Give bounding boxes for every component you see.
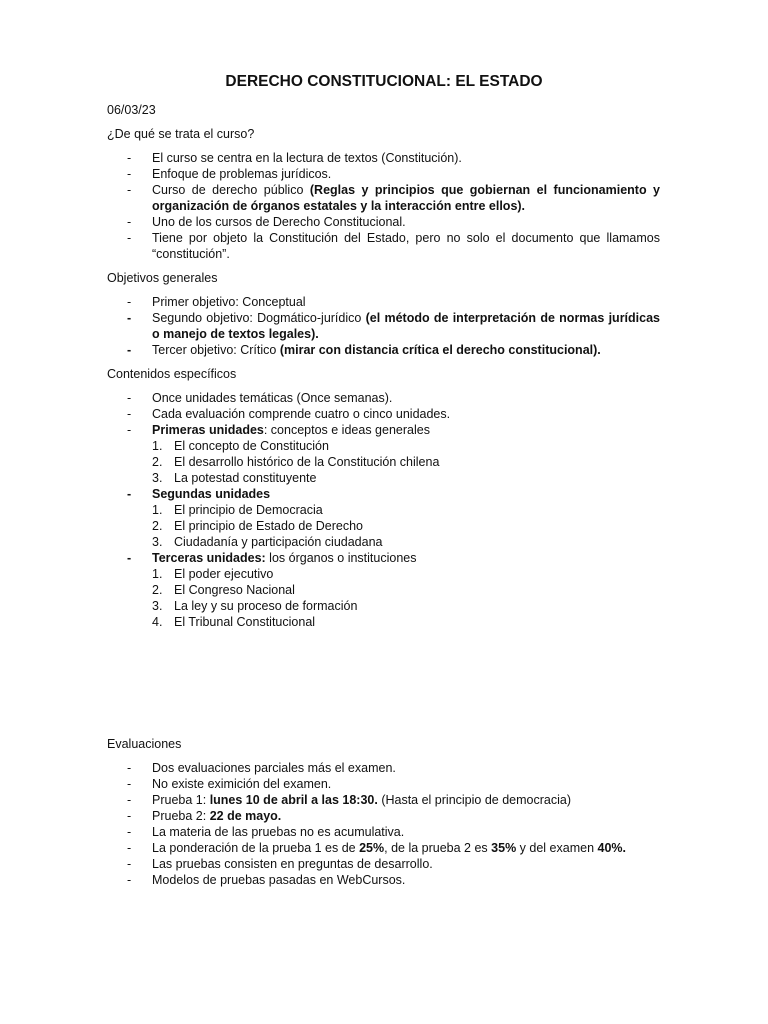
list-item: - Primer objetivo: Conceptual bbox=[127, 295, 306, 309]
section-heading-course: ¿De qué se trata el curso? bbox=[107, 127, 255, 141]
list-item: - El curso se centra en la lectura de textos (Constitución). bbox=[127, 151, 462, 165]
list-item: 2. El desarrollo histórico de la Constitución chilena bbox=[152, 455, 440, 469]
list-item: - Tiene por objeto la Constitución del Estado, pero no solo el documento que llamamos “constitución”. bbox=[127, 231, 660, 261]
unit3-list bbox=[107, 566, 660, 630]
dash-marker: - bbox=[127, 167, 132, 181]
list-item: - Once unidades temáticas (Once semanas). bbox=[127, 391, 393, 405]
list-item: 1. El concepto de Constitución bbox=[152, 439, 329, 453]
list-item: - Dos evaluaciones parciales más el examen. bbox=[127, 761, 396, 775]
list-item: - Terceras unidades: los órganos o instituciones bbox=[127, 551, 417, 565]
dash-marker: - bbox=[127, 407, 132, 421]
section-heading-evaluations: Evaluaciones bbox=[107, 737, 182, 751]
document-date: 06/03/23 bbox=[107, 103, 156, 117]
list-item: - Prueba 2: 22 de mayo. bbox=[127, 809, 282, 823]
list-item: - Segundas unidades bbox=[127, 487, 271, 501]
list-item: - Primeras unidades: conceptos e ideas generales bbox=[127, 423, 430, 437]
list-item: 1. El poder ejecutivo bbox=[152, 567, 274, 581]
objectives-list bbox=[107, 294, 660, 358]
dash-marker: - bbox=[127, 391, 132, 405]
dash-marker: - bbox=[127, 183, 132, 197]
list-item: 2. El principio de Estado de Derecho bbox=[152, 519, 364, 533]
dash-marker: - bbox=[127, 487, 132, 501]
list-item: - Cada evaluación comprende cuatro o cinco unidades. bbox=[127, 407, 451, 421]
course-description-list bbox=[107, 150, 660, 262]
dash-marker: - bbox=[127, 295, 132, 309]
contents-list bbox=[107, 390, 660, 630]
list-item: 3. Ciudadanía y participación ciudadana bbox=[152, 535, 383, 549]
list-item: - Las pruebas consisten en preguntas de desarrollo. bbox=[127, 857, 433, 871]
list-item: - Curso de derecho público (Reglas y principios que gobiernan el funcionamiento y organización de órganos estatales y la interacción entre ellos). bbox=[127, 183, 660, 213]
dash-marker: - bbox=[127, 761, 132, 775]
unit1-list bbox=[107, 438, 660, 486]
list-item: - Modelos de pruebas pasadas en WebCursos. bbox=[127, 873, 406, 887]
list-item: 3. La ley y su proceso de formación bbox=[152, 599, 358, 613]
list-item: - La materia de las pruebas no es acumulativa. bbox=[127, 825, 405, 839]
list-item: - Tercer objetivo: Crítico (mirar con distancia crítica el derecho constitucional). bbox=[127, 343, 601, 357]
list-item: 4. El Tribunal Constitucional bbox=[152, 615, 316, 629]
list-item: 2. El Congreso Nacional bbox=[152, 583, 295, 597]
list-item: - Prueba 1: lunes 10 de abril a las 18:30. (Hasta el principio de democracia) bbox=[127, 793, 571, 807]
dash-marker: - bbox=[127, 311, 132, 325]
evaluations-list bbox=[107, 760, 660, 888]
dash-marker: - bbox=[127, 841, 132, 855]
dash-marker: - bbox=[127, 551, 132, 565]
dash-marker: - bbox=[127, 873, 132, 887]
list-item: - La ponderación de la prueba 1 es de 25%, de la prueba 2 es 35% y del examen 40%. bbox=[127, 841, 626, 855]
dash-marker: - bbox=[127, 151, 132, 165]
dash-marker: - bbox=[127, 423, 132, 437]
dash-marker: - bbox=[127, 793, 132, 807]
document-title: DERECHO CONSTITUCIONAL: EL ESTADO bbox=[225, 73, 543, 90]
section-heading-contents: Contenidos específicos bbox=[107, 367, 237, 381]
dash-marker: - bbox=[127, 215, 132, 229]
dash-marker: - bbox=[127, 809, 132, 823]
dash-marker: - bbox=[127, 857, 132, 871]
unit2-list bbox=[107, 502, 660, 550]
dash-marker: - bbox=[127, 343, 132, 357]
list-item: - No existe eximición del examen. bbox=[127, 777, 332, 791]
list-item: - Uno de los cursos de Derecho Constitucional. bbox=[127, 215, 406, 229]
list-item: 1. El principio de Democracia bbox=[152, 503, 323, 517]
section-heading-objectives: Objetivos generales bbox=[107, 271, 218, 285]
dash-marker: - bbox=[127, 825, 132, 839]
dash-marker: - bbox=[127, 231, 132, 245]
list-item: - Enfoque de problemas jurídicos. bbox=[127, 167, 332, 181]
dash-marker: - bbox=[127, 777, 132, 791]
list-item: 3. La potestad constituyente bbox=[152, 471, 317, 485]
list-item: - Segundo objetivo: Dogmático-jurídico (el método de interpretación de normas jurídicas o manejo de textos legales). bbox=[127, 311, 660, 341]
